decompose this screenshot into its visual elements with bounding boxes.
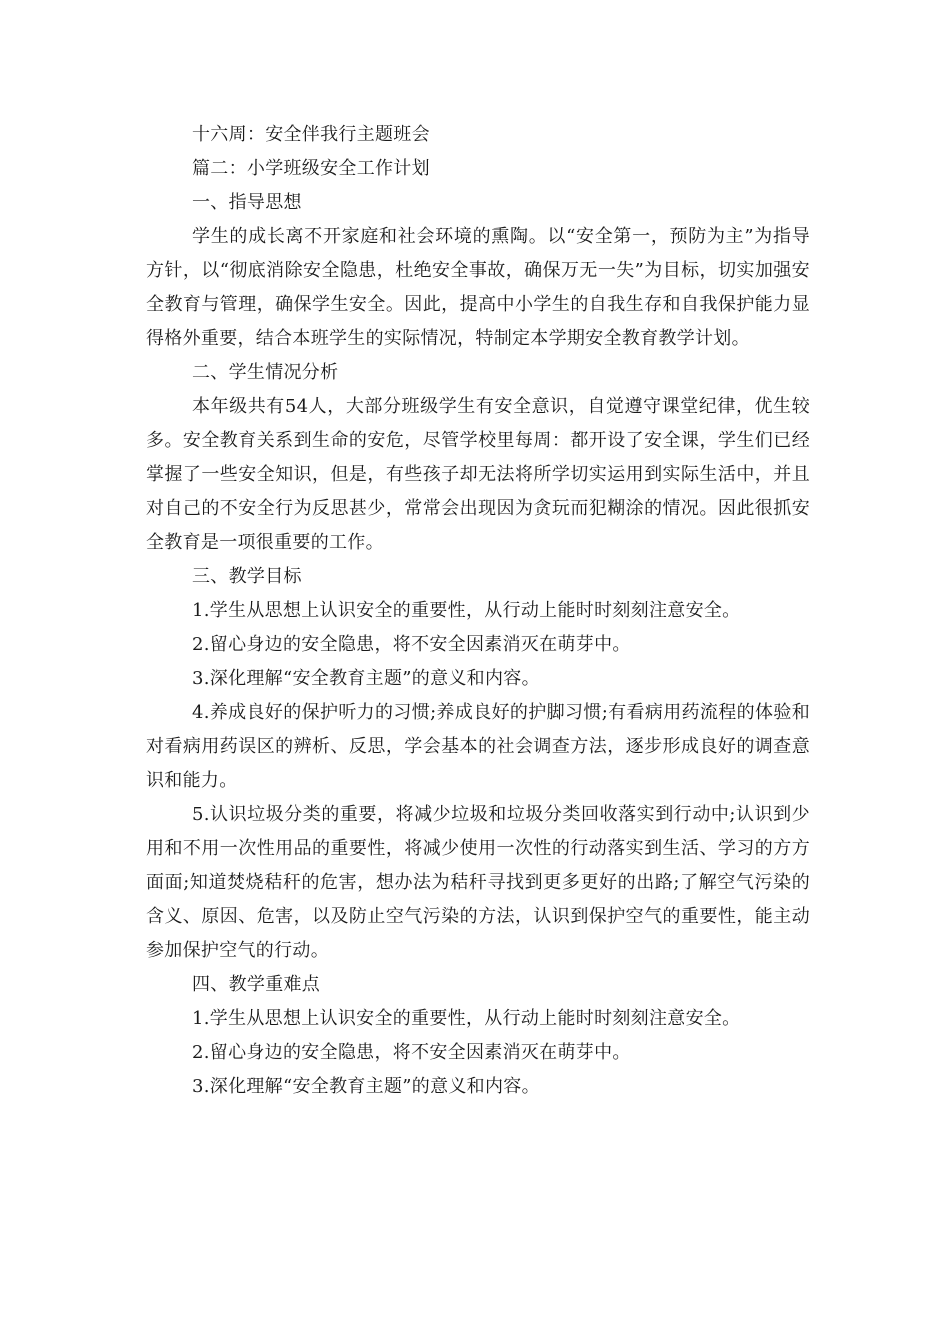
section-heading-student-analysis: 二、学生情况分析 xyxy=(192,362,339,383)
section-heading-key-points: 四、教学重难点 xyxy=(192,974,321,995)
paragraph-student-analysis: 本年级共有54人，大部分班级学生有安全意识，自觉遵守课堂纪律，优生较多。安全教育关系到生命的安危，尽管学校里每周：都开设了安全课，学生们已经掌握了一些安全知识，但是，有些孩子却无法将所学切实运用到实际生活中，并且对自己的不安全行为反思甚少，常常会出现因为贪玩而犯糊涂的情况。因此很抓安全教育是一项很重要的工作。 xyxy=(146,396,810,553)
goal-item-2: 2.留心身边的安全隐患，将不安全因素消灭在萌芽中。 xyxy=(192,634,631,655)
document-body xyxy=(146,118,810,1104)
paragraph-guiding-thought: 学生的成长离不开家庭和社会环境的熏陶。以“安全第一，预防为主”为指导方针，以“彻底消除安全隐患，杜绝安全事故，确保万无一失”为目标，切实加强安全教育与管理，确保学生安全。因此，提高中小学生的自我生存和自我保护能力显得格外重要，结合本班学生的实际情况，特制定本学期安全教育教学计划。 xyxy=(146,226,810,349)
week-title-line: 十六周：安全伴我行主题班会 xyxy=(192,124,430,145)
article-title-line: 篇二：小学班级安全工作计划 xyxy=(192,158,430,179)
key-point-item-3: 3.深化理解“安全教育主题”的意义和内容。 xyxy=(192,1076,540,1097)
goal-item-4: 4.养成良好的保护听力的习惯;养成良好的护脚习惯;有看病用药流程的体验和对看病用药误区的辨析、反思，学会基本的社会调查方法，逐步形成良好的调查意识和能力。 xyxy=(146,702,810,791)
goal-item-5: 5.认识垃圾分类的重要，将减少垃圾和垃圾分类回收落实到行动中;认识到少用和不用一次性用品的重要性，将减少使用一次性的行动落实到生活、学习的方方面面;知道焚烧秸秆的危害，想办法为秸秆寻找到更多更好的出路;了解空气污染的含义、原因、危害，以及防止空气污染的方法，认识到保护空气的重要性，能主动参加保护空气的行动。 xyxy=(146,804,810,961)
goal-item-3: 3.深化理解“安全教育主题”的意义和内容。 xyxy=(192,668,540,689)
section-heading-guiding-thought: 一、指导思想 xyxy=(192,192,302,213)
key-point-item-2: 2.留心身边的安全隐患，将不安全因素消灭在萌芽中。 xyxy=(192,1042,631,1063)
goal-item-1: 1.学生从思想上认识安全的重要性，从行动上能时时刻刻注意安全。 xyxy=(192,600,741,621)
key-point-item-1: 1.学生从思想上认识安全的重要性，从行动上能时时刻刻注意安全。 xyxy=(192,1008,741,1029)
section-heading-teaching-goals: 三、教学目标 xyxy=(192,566,302,587)
